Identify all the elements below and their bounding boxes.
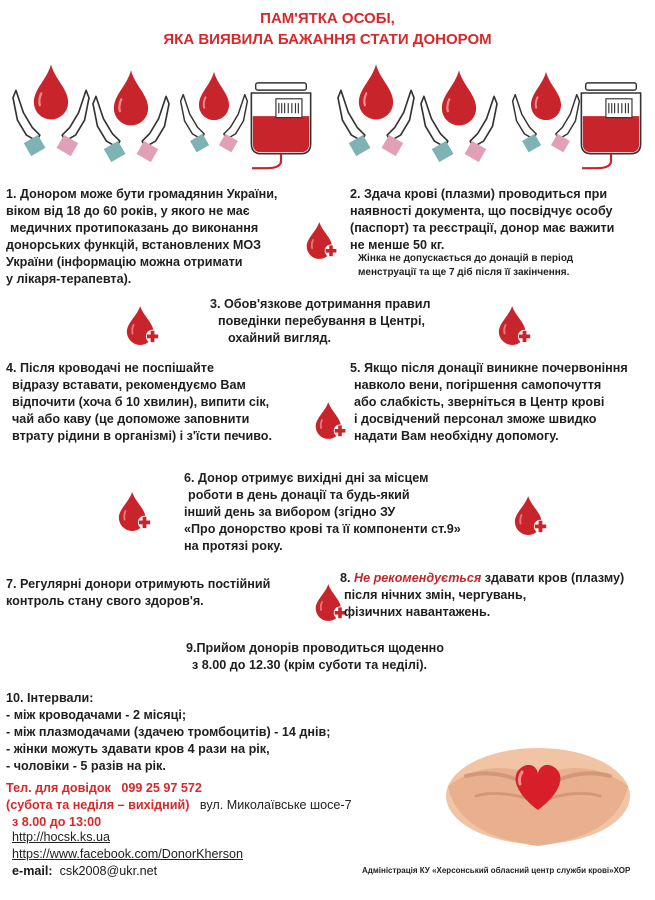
- page-title: ПАМ'ЯТКА ОСОБІ, ЯКА ВИЯВИЛА БАЖАННЯ СТАТИ ДОНОРОМ: [163, 10, 492, 48]
- contacts: Тел. для довідок 099 25 97 572 (субота та неділя – вихідний) вул. Миколаївське шосе-7 з 8.00 до 13:00: [6, 781, 352, 829]
- raised-hands-drop-icon: [90, 56, 172, 174]
- item-2-note: Жінка не допускається до донацій в період менструації та ще 7 діб після її закінчення.: [358, 253, 574, 278]
- item-2: 2. Здача крові (плазми) проводиться при наявності документа, що посвідчує особу (паспорт) та реєстрації, донор має важити не менше 50 кг.: [350, 187, 615, 252]
- raised-hands-drop-icon: [335, 50, 417, 168]
- site-link[interactable]: http://hocsk.ks.ua: [12, 830, 111, 844]
- blood-bag-icon: [240, 80, 322, 174]
- email-row: e-mail: csk2008@ukr.net: [12, 864, 158, 878]
- blood-drop-plus-icon: [496, 304, 534, 346]
- blood-drop-plus-icon: [124, 304, 162, 346]
- raised-hands-drop-icon: [10, 50, 92, 168]
- footer-administration: Адміністрація КУ «Херсонський обласний центр служби крові»ХОР: [362, 866, 631, 875]
- item-4: 4. Після кроводачі не поспішайте відразу вставати, рекомендуємо Вам відпочити (хоча б 10 хвилин), випити сік, чай або каву (це допоможе заповнити втрату рідини в організмі) і з'їсти печиво.: [6, 361, 272, 443]
- blood-bag-icon: [570, 80, 652, 174]
- hands-holding-heart-icon: [436, 706, 640, 856]
- blood-drop-plus-icon: [512, 494, 550, 536]
- blood-drop-plus-icon: [313, 400, 349, 440]
- facebook-link[interactable]: https://www.facebook.com/DonorKherson: [12, 847, 243, 861]
- header-illustration: [0, 50, 655, 180]
- item-6: 6. Донор отримує вихідні дні за місцем роботи в день донації та будь-який інший день за вибором (згідно ЗУ «Про донорство крові та її компоненти ст.9» на протязі року.: [184, 471, 461, 553]
- item-1: 1. Донором може бути громадянин України, віком від 18 до 60 років, у якого не має медичних протипоказань до виконання донорських функцій, встановлених МОЗ України (інформацію можна отримати у лікаря-терапевта).: [6, 187, 278, 286]
- links: [12, 829, 243, 863]
- item-5: 5. Якщо після донації виникне почервоніння навколо вени, погіршення самопочуття або слабкість, зверніться в Центр крові і досвідчений персонал зможе швидко надати Вам необхідну допомогу.: [350, 361, 628, 443]
- hands-holding-heart-photo: [436, 706, 640, 856]
- blood-drop-plus-icon: [116, 490, 154, 532]
- item-3: 3. Обов'язкове дотримання правил поведінки перебування в Центрі, охайний вигляд.: [210, 297, 431, 345]
- blood-drop-plus-icon: [304, 220, 340, 260]
- item-7: 7. Регулярні донори отримують постійний контроль стану свого здоров'я.: [6, 577, 271, 608]
- email-address[interactable]: csk2008@ukr.net: [59, 864, 158, 878]
- item-8: 8. Не рекомендується здавати кров (плазму) після нічних змін, чергувань, фізичних навантажень.: [340, 571, 625, 619]
- item-9: 9.Прийом донорів проводиться щоденно з 8.00 до 12.30 (крім суботи та неділі).: [186, 641, 444, 672]
- raised-hands-drop-icon: [418, 56, 500, 174]
- phone-number[interactable]: 099 25 97 572: [121, 781, 202, 795]
- item-10: 10. Інтервали: - між кроводачами - 2 місяці; - між плазмодачами (здачею тромбоцитів) - 14 днів; - жінки можуть здавати кров 4 рази на рік, - чоловіки - 5 разів на рік.: [6, 691, 331, 773]
